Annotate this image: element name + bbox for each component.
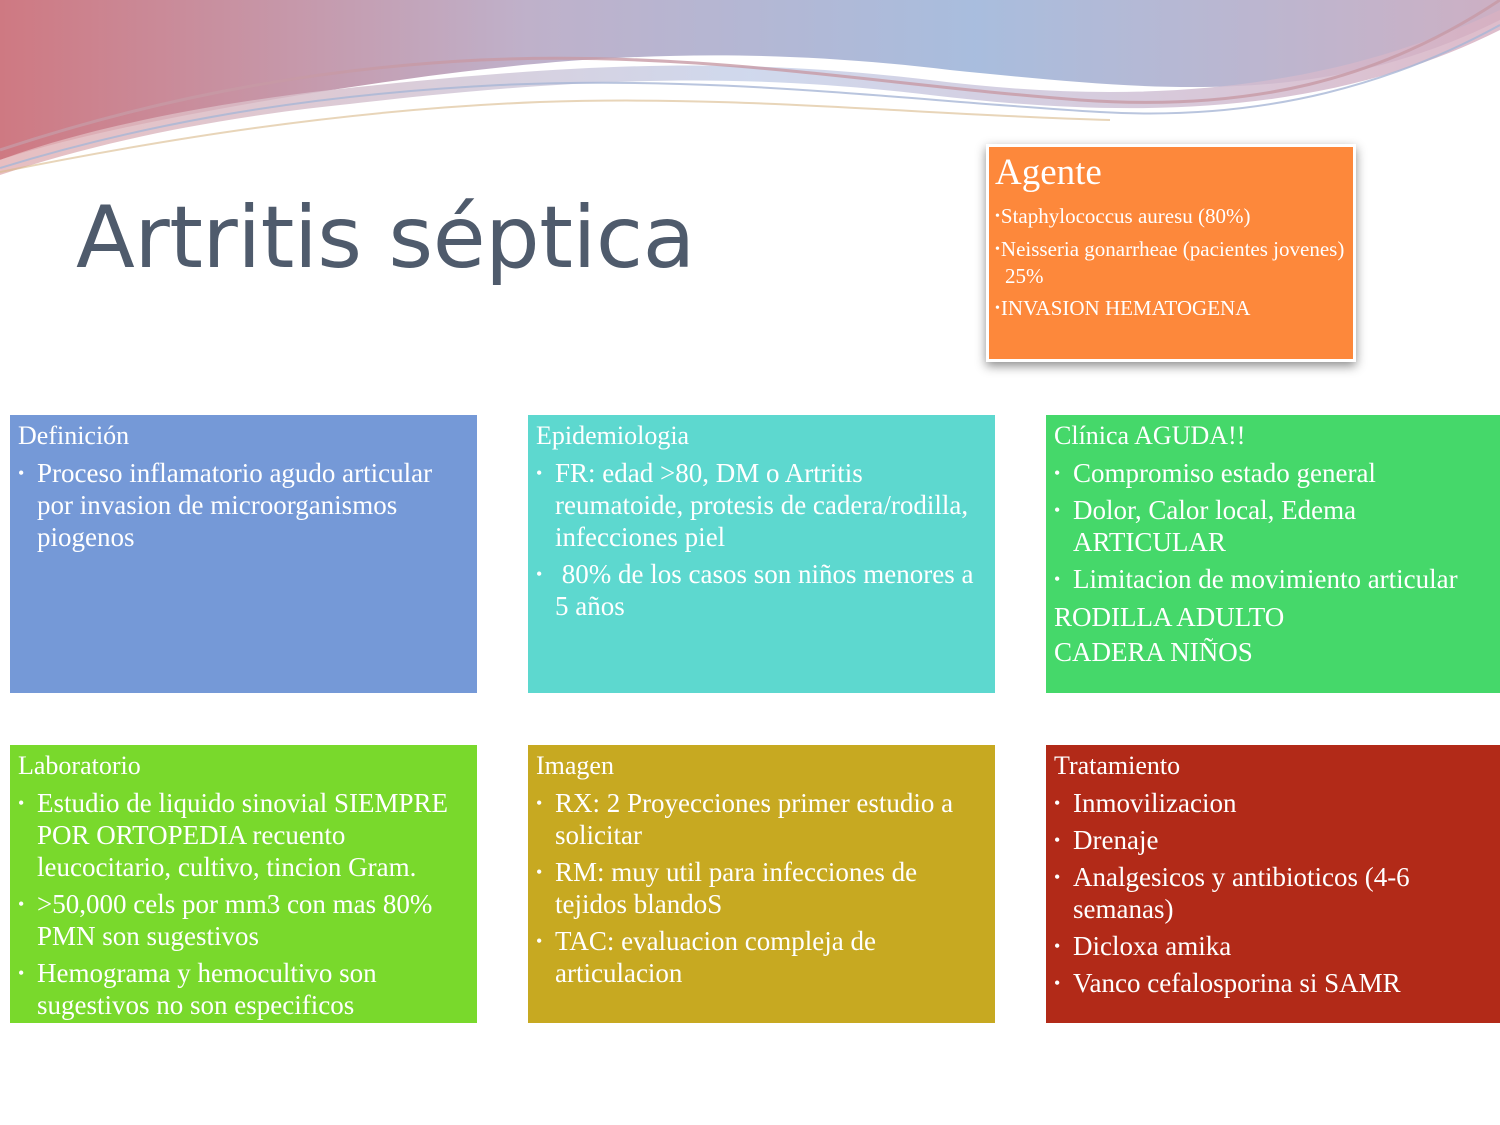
card-item: • Limitacion de movimiento articular (1054, 563, 1492, 595)
card-title: Imagen (536, 751, 614, 780)
card-item: • Inmovilizacion (1054, 787, 1492, 819)
card-note: CADERA NIÑOS (1054, 637, 1253, 667)
card-item: • FR: edad >80, DM o Artritis reumatoide, protesis de cadera/rodilla, infecciones piel (536, 457, 987, 553)
card-item: • TAC: evaluacion compleja de articulacion (536, 925, 987, 989)
card-item: • Dolor, Calor local, Edema ARTICULAR (1054, 494, 1492, 558)
agent-item: • INVASION HEMATOGENA (995, 295, 1347, 322)
slide-title: Artritis séptica (76, 188, 695, 288)
card-note: RODILLA ADULTO (1054, 602, 1285, 632)
card-title: Definición (18, 421, 130, 450)
card-epidemiologia (528, 415, 995, 693)
card-item: • Vanco cefalosporina si SAMR (1054, 967, 1492, 999)
card-item: • 80% de los casos son niños menores a 5 años (536, 558, 987, 622)
card-list (18, 787, 469, 1021)
card-item: • Compromiso estado general (1054, 457, 1492, 489)
card-list (536, 457, 987, 622)
card-title: Epidemiologia (536, 421, 690, 450)
card-definicion (10, 415, 477, 693)
card-list (1054, 787, 1492, 999)
card-item: • Drenaje (1054, 824, 1492, 856)
card-title: Clínica AGUDA!! (1054, 421, 1246, 450)
card-title: Laboratorio (18, 751, 141, 780)
card-list (536, 787, 987, 989)
card-clinica (1046, 415, 1500, 693)
card-item: • Dicloxa amika (1054, 930, 1492, 962)
card-item: • Estudio de liquido sinovial SIEMPRE POR ORTOPEDIA recuento leucocitario, cultivo, tincion Gram. (18, 787, 469, 883)
card-item: • >50,000 cels por mm3 con mas 80% PMN son sugestivos (18, 888, 469, 952)
card-tratamiento (1046, 745, 1500, 1023)
card-item: • RM: muy util para infecciones de tejidos blandoS (536, 856, 987, 920)
card-title: Tratamiento (1054, 751, 1181, 780)
agent-box (986, 144, 1356, 362)
agent-item: • Neisseria gonarrheae (pacientes jovenes) 25% (995, 236, 1347, 289)
agent-item: • Staphylococcus auresu (80%) (995, 203, 1347, 230)
card-list (18, 457, 469, 553)
card-imagen (528, 745, 995, 1023)
card-item: • Analgesicos y antibioticos (4-6 semanas) (1054, 861, 1492, 925)
card-laboratorio (10, 745, 477, 1023)
agent-list (995, 203, 1347, 322)
agent-title: Agente (995, 152, 1102, 193)
card-item: • RX: 2 Proyecciones primer estudio a solicitar (536, 787, 987, 851)
card-list (1054, 457, 1492, 595)
card-item: • Hemograma y hemocultivo son sugestivos no son especificos (18, 957, 469, 1021)
card-item: • Proceso inflamatorio agudo articular por invasion de microorganismos piogenos (18, 457, 469, 553)
